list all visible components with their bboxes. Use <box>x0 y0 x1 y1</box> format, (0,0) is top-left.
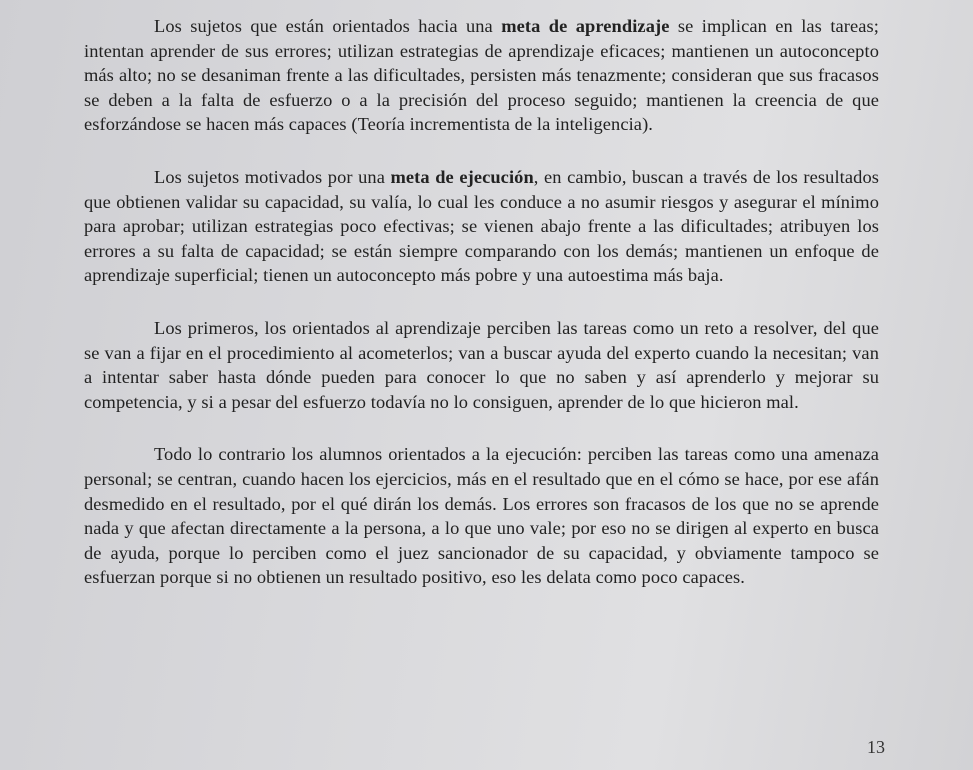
bold-term: meta de ejecución <box>390 166 534 187</box>
paragraph-text: Los primeros, los orientados al aprendizaje perciben las tareas como un reto a resolver, del que se van a fijar en el procedimiento al acometerlos; van a buscar ayuda del experto cuando la necesitan; van a intentar saber hasta dónde pueden para conocer lo que no saben y así aprenderlo y mejorar su competencia, y si a pesar del esfuerzo todavía no lo consiguen, aprender de lo que hicieron mal. <box>84 317 879 412</box>
paragraph-text: , en cambio, buscan a través de los resultados que obtienen validar su capacidad, su valía, lo cual les conduce a no asumir riesgos y asegurar el mínimo para aprobar; utilizan estrategias poco efectivas; se vienen abajo frente a las dificultades; atribuyen los errores a su falta de capacidad; se están siempre comparando con los demás; mantienen un enfoque de aprendizaje superficial; tienen un autoconcepto más pobre y una autoestima más baja. <box>84 166 879 286</box>
page-number: 13 <box>867 737 885 757</box>
paragraph-performance-oriented <box>84 442 879 590</box>
paragraph-text: Los sujetos que están orientados hacia una <box>154 16 502 36</box>
paragraph-text: Los sujetos motivados por una <box>154 166 391 187</box>
paragraph-performance-goal <box>84 165 879 288</box>
paragraph-learning-goal <box>84 14 879 137</box>
paragraph-learning-oriented <box>84 316 879 414</box>
paragraph-text: Todo lo contrario los alumnos orientados a la ejecución: perciben las tareas como una amenaza personal; se centran, cuando hacen los ejercicios, más en el resultado que en el cómo se hace, por ese afán desmedido en el resultado, por el qué dirán los demás. Los errores son fracasos de los que no se aprende nada y que afectan directamente a la persona, a lo que uno vale; por eso no se dirigen al experto en busca de ayuda, porque lo perciben como el juez sancionador de su capacidad, y obviamente tampoco se esfuerzan porque si no obtienen un resultado positivo, eso les delata como poco capaces. <box>84 444 879 588</box>
document-page <box>84 14 879 764</box>
bold-term: meta de aprendizaje <box>501 16 670 36</box>
paragraph-text: se implican en las tareas; intentan aprender de sus errores; utilizan estrategias de aprendizaje eficaces; mantienen un autoconcepto más alto; no se desaniman frente a las dificultades, persisten más tenazmente; consideran que sus fracasos se deben a la falta de esfuerzo o a la precisión del proceso seguido; mantienen la creencia de que esforzándose se hacen más capaces (Teoría incrementista de la inteligencia). <box>84 16 880 135</box>
